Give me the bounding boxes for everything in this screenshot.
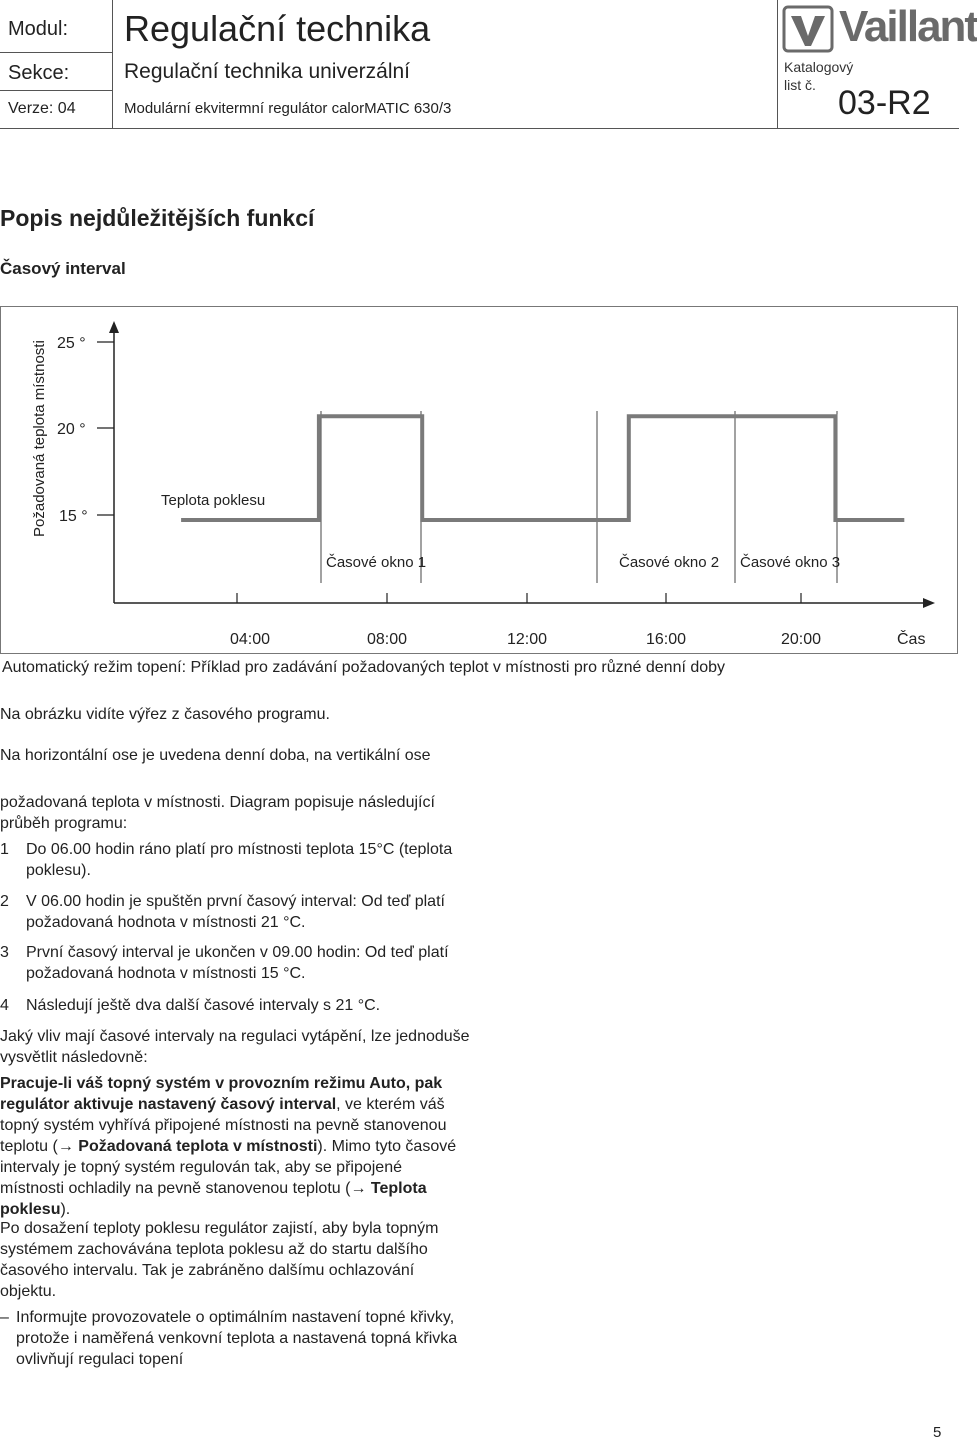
body-paragraph: Po dosažení teploty poklesu regulátor zajistí, aby byla topným systémem zachovávána teplota poklesu až do startu dalšího časového intervalu. Tak je zabráněno dalšímu ochlazování objektu. xyxy=(0,1220,439,1300)
body-paragraph: Jaký vliv mají časové intervaly na regulaci vytápění, lze jednoduše vysvětlit následovně: xyxy=(0,1028,470,1066)
brand-name: Vaillant xyxy=(839,2,977,51)
body-paragraph: Na obrázku vidíte výřez z časového programu. xyxy=(0,706,330,723)
modul-label: Modul: xyxy=(8,18,69,40)
header-divider xyxy=(777,0,778,128)
verze-label: Verze: 04 xyxy=(8,100,76,117)
x-tick-label: 16:00 xyxy=(645,631,687,648)
annotation-casove-okno-1: Časové okno 1 xyxy=(326,554,427,571)
annotation-casove-okno-3: Časové okno 3 xyxy=(740,554,841,571)
page-number: 5 xyxy=(933,1424,942,1441)
x-tick-label: 20:00 xyxy=(780,631,822,648)
body-paragraph: Na horizontální ose je uvedena denní doba, na vertikální ose xyxy=(0,747,431,764)
katalogovy-list-label: Katalogový list č. xyxy=(784,59,854,93)
plain-text: ). xyxy=(60,1201,71,1218)
dash-list-text: Informujte provozovatele o optimálním nastavení topné křivky, protože i naměřená venkovní teplota a nastavená topná křivka ovlivňují regulaci topení xyxy=(16,1309,458,1368)
y-axis-arrow-icon xyxy=(109,321,119,333)
list-item xyxy=(0,995,470,1016)
y-axis-label: Požadovaná teplota místnosti xyxy=(31,340,48,537)
modul-value: Regulační technika xyxy=(124,8,431,49)
verze-value: Modulární ekvitermní regulátor calorMATIC 630/3 xyxy=(124,100,452,117)
annotation-casove-okno-2: Časové okno 2 xyxy=(619,554,720,571)
x-tick-label: 04:00 xyxy=(229,631,271,648)
header-divider xyxy=(112,0,113,128)
list-item-number: 4 xyxy=(0,997,9,1014)
vaillant-logo xyxy=(783,2,977,52)
list-item xyxy=(0,891,470,933)
subsection-title: Časový interval xyxy=(0,259,126,278)
body-paragraph-mode xyxy=(0,1073,470,1220)
header-divider xyxy=(0,52,112,53)
sheet-number: 03-R2 xyxy=(838,84,931,122)
document-header xyxy=(0,0,977,129)
y-tick-label: 20 ° xyxy=(57,421,86,438)
x-tick-label: 08:00 xyxy=(366,631,408,648)
x-tick-label: 12:00 xyxy=(506,631,548,648)
list-item xyxy=(0,839,470,881)
list-item-number: 2 xyxy=(0,893,9,910)
plain-text: ). Mimo tyto časové intervaly je topný systém regulován tak, aby se připojené místnosti ochladily na pevně stanovenou teplotu ( xyxy=(0,1138,457,1197)
list-item xyxy=(0,942,470,984)
y-tick-label: 15 ° xyxy=(59,508,88,525)
list-item-text: První časový interval je ukončen v 09.00 hodin: Od teď platí požadovaná hodnota v místnosti 15 °C. xyxy=(26,944,449,982)
x-axis-label: Čas xyxy=(897,631,926,648)
temperature-series-line xyxy=(181,416,904,520)
list-item-number: 1 xyxy=(0,841,9,858)
list-item-text: Do 06.00 hodin ráno platí pro místnosti teplota 15°C (teplota poklesu). xyxy=(26,841,453,879)
arrow-icon: → xyxy=(57,1138,74,1155)
bold-text: Pracuje-li váš topný systém v provozním režimu Auto, pak regulátor aktivuje nastavený časový interval xyxy=(0,1075,443,1113)
list-item-number: 3 xyxy=(0,944,9,961)
dash-list-item xyxy=(0,1307,470,1370)
bold-text: Požadovaná teplota v místnosti xyxy=(78,1138,318,1155)
arrow-icon: → xyxy=(350,1180,367,1197)
bold-text: Teplota poklesu xyxy=(0,1180,427,1218)
y-tick-label: 25 ° xyxy=(57,335,86,352)
header-divider xyxy=(0,90,112,91)
annotation-teplota-poklesu: Teplota poklesu xyxy=(161,492,266,509)
plain-text: , ve kterém váš topný systém vyhřívá připojené místnosti na pevně stanovenou teplotu ( xyxy=(0,1096,447,1155)
section-title: Popis nejdůležitějších funkcí xyxy=(0,205,315,231)
diagram-svg xyxy=(1,307,959,655)
list-item-text: V 06.00 hodin je spuštěn první časový interval: Od teď platí požadovaná hodnota v místnosti 21 °C. xyxy=(26,893,445,931)
diagram-caption: Automatický režim topení: Příklad pro zadávání požadovaných teplot v místnosti pro různé denní doby xyxy=(2,659,726,676)
list-item-text: Následují ještě dva další časové intervaly s 21 °C. xyxy=(26,997,381,1014)
time-interval-diagram xyxy=(0,306,958,654)
dash-bullet: – xyxy=(0,1309,9,1326)
body-paragraph: požadovaná teplota v místnosti. Diagram popisuje následující průběh programu: xyxy=(0,794,435,832)
x-axis-arrow-icon xyxy=(923,598,935,608)
sekce-label: Sekce: xyxy=(8,62,70,84)
hare-icon xyxy=(783,6,833,52)
sekce-value: Regulační technika univerzální xyxy=(124,60,411,83)
